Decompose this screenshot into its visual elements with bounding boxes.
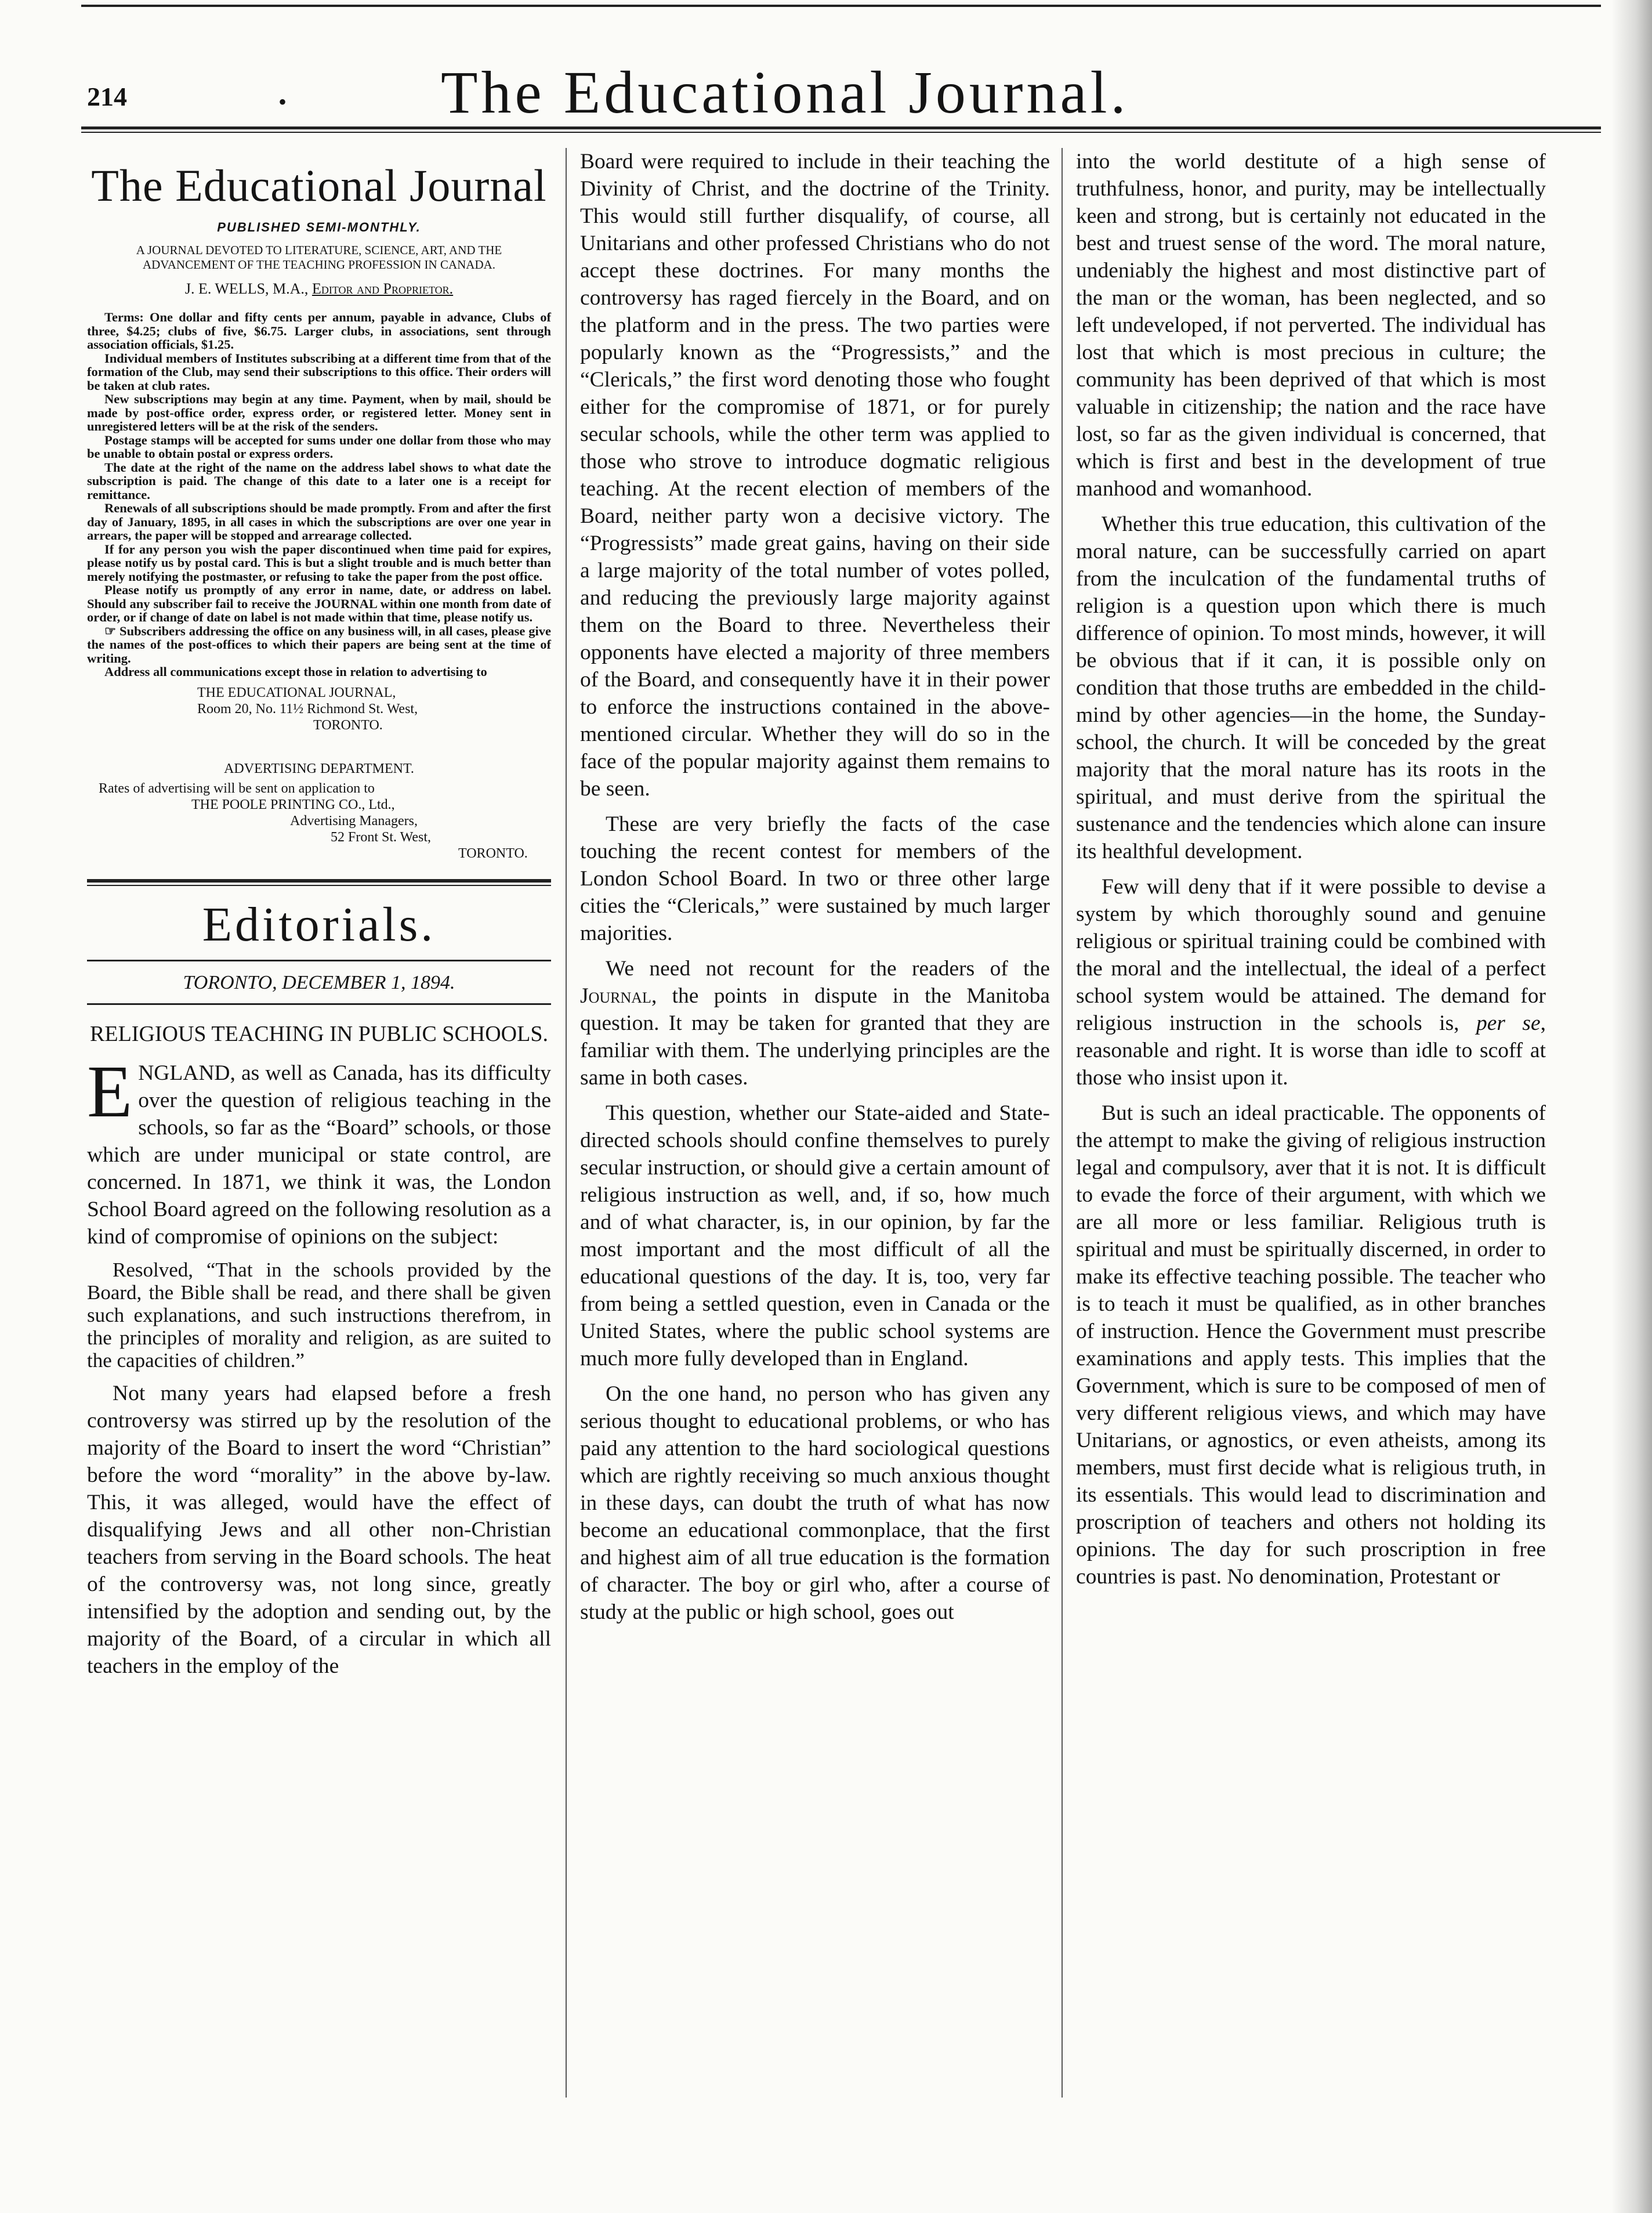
- article-paragraph: [87, 1050, 551, 1250]
- article-paragraph: But is such an ideal practicable. The opponents of the attempt to make the giving of religious instruction legal and compulsory, aver that it is not. It is difficult to evade the force of their argument, with which we are all more or less familiar. Religious truth is spiritual and must be spiritually discerned, in order to make its effective teaching possible. The teacher who is to teach it must be qualified, as in other branches of instruction. Hence the Government must prescribe examinations and apply tests. This implies that the Government, which is sure to be composed of men of very different religious views, and which may have Unitarians, or agnostics, or even atheists, among its members, must first decide what is religious truth, in its essentials. This would lead to discrimination and proscription of teachers and others not holding its opinions. The day for such proscription in free countries is past. No denomination, Protestant or: [1076, 1101, 1546, 1589]
- journal-title: The Educational Journal: [91, 160, 547, 211]
- address-line: THE EDUCATIONAL JOURNAL,: [197, 685, 396, 700]
- bullet-mark: •: [278, 89, 287, 115]
- dateline-rule: [87, 960, 551, 961]
- terms-paragraph: Terms: One dollar and fifty cents per annum, payable in advance, Clubs of three, $4.25; clubs of five, $6.75. Larger clubs, in associations, sent through association officials, $1.25.: [87, 310, 551, 352]
- terms-paragraph: Individual members of Institutes subscribing at a different time from that of the formation of the Club, may send their subscriptions to this office. Their orders will be taken at club rates.: [87, 350, 551, 393]
- advertising-line: Advertising Managers,: [290, 813, 418, 829]
- article-title: RELIGIOUS TEACHING IN PUBLIC SCHOOLS.: [90, 1021, 548, 1046]
- advertising-line: 52 Front St. West,: [331, 829, 431, 845]
- paragraph-text: , reasonable and right. It is worse than idle to scoff at those who insist upon it.: [1076, 1011, 1546, 1090]
- paragraph-text: NGLAND, as well as Canada, has its difficulty over the question of religious teaching in the schools, so far as the “Board” schools, or those which are under municipal or state control, are concerned. In 1871, we think it was, the London School Board agreed on the following resolution as a kind of compromise of opinions on the subject:: [87, 1061, 551, 1249]
- terms-paragraph: Address all communications except those in relation to advertising to: [104, 664, 487, 679]
- article-paragraph: Whether this true education, this cultivation of the moral nature, can be successfully carried on apart from the inculcation of the fundamental truths of religion is a question upon which there is much difference of opinion. To most minds, however, it will be obvious that if it can, it is possible only on condition that those truths are embedded in the child-mind by other agencies—in the home, the Sunday-school, the church. It will be conceded by the great majority that the moral nature has its roots in the spiritual, and must derive from the spiritual the sustenance and the tendencies which alone can insure its healthful development.: [1076, 512, 1546, 863]
- advertising-heading: ADVERTISING DEPARTMENT.: [224, 761, 414, 776]
- page-number: 214: [87, 82, 127, 111]
- advertising-line: TORONTO.: [458, 845, 528, 861]
- terms-paragraph: Postage stamps will be accepted for sums under one dollar from those who may be unable to obtain postal or express orders.: [87, 432, 551, 461]
- terms-paragraph: New subscriptions may begin at any time. Payment, when by mail, should be made by post-office order, express order, or registered letter. Money sent in unregistered letters will be at the risk of the senders.: [87, 392, 551, 433]
- article-body: [87, 1050, 551, 1680]
- article-paragraph: Not many years had elapsed before a fresh controversy was stirred up by the resolution of the majority of the Board to insert the word “Christian” before the word “morality” in the above by-law. This, it was alleged, would have the effect of disqualifying Jews and all other non-Christian teachers from serving in the Board schools. The heat of the controversy was, not long since, greatly intensified by the adoption and sending out, by the majority of the Board, of a circular in which all teachers in the employ of the: [87, 1381, 551, 1678]
- dateline: TORONTO, DECEMBER 1, 1894.: [183, 971, 455, 993]
- advertising-line: Rates of advertising will be sent on application to: [99, 780, 375, 796]
- page-edge-shadow: [1611, 0, 1652, 2213]
- italic-phrase: per se: [1476, 1011, 1541, 1035]
- paragraph-text: , the points in dispute in the Manitoba question. It may be taken for granted that they are familiar with them. The underlying principles are the same in both cases.: [580, 984, 1050, 1090]
- article-paragraph: into the world destitute of a high sense of truthfulness, honor, and purity, may be intellectually keen and strong, but is certainly not educated in the best and truest sense of the word. The moral nature, undeniably the highest and most distinctive part of the man or the woman, has been neglected, and so left undeveloped, if not perverted. The individual has lost that which is most precious in culture; the community has been deprived of that which is most valuable in citizenship; the nation and the race have lost, so far as the given individual is concerned, that which is first and best in the development of true manhood and womanhood.: [1076, 150, 1546, 501]
- resolution-quote: Resolved, “That in the schools provided by the Board, the Bible shall be read, and there shall be given such explanations, and such instructions therefrom, in the principles of morality and religion, as are suited to the capacities of children.”: [87, 1258, 551, 1372]
- right-column: [1076, 148, 1546, 1599]
- top-rule: [81, 5, 1601, 7]
- article-paragraph: On the one hand, no person who has given any serious thought to educational problems, or who has paid any attention to the hard sociological questions which are rightly receiving so much anxious thought in these days, can doubt the truth of what has now become an educational commonplace, that the first and highest aim of all true education is the formation of character. The boy or girl who, after a course of study at the public or high school, goes out: [580, 1382, 1050, 1624]
- journal-description: A JOURNAL DEVOTED TO LITERATURE, SCIENCE, ART, AND THE ADVANCEMENT OF THE TEACHING PROFESSION IN CANADA.: [136, 243, 502, 272]
- left-column: [87, 148, 551, 1688]
- article-paragraph: [1076, 873, 1546, 1091]
- address-line: Room 20, No. 11½ Richmond St. West,: [197, 701, 418, 717]
- terms-paragraph: The date at the right of the name on the address label shows to what date the subscription is paid. The change of this date to a later one is a receipt for remittance.: [87, 460, 551, 502]
- terms-paragraph: If for any person you wish the paper discontinued when time paid for expires, please notify us by postal card. This is but a slight trouble and is much better than merely notifying the postmaster, or refusing to take the paper from the post office.: [87, 541, 551, 584]
- running-head: [81, 58, 1601, 126]
- column-divider: [566, 148, 567, 2098]
- address-line: TORONTO.: [313, 717, 383, 733]
- article-paragraph: This question, whether our State-aided and State-directed schools should confine themselves to purely secular instruction, or should give a certain amount of religious instruction as well, and, if so, how much and of what character, is, in our opinion, by far the most important and the most difficult of all the educational questions of the day. It is, too, very far from being a settled question, even in Canada or the United States, where the public school systems are much more fully developed than in England.: [580, 1101, 1050, 1371]
- article-paragraph: Board were required to include in their teaching the Divinity of Christ, and the doctrine of the Trinity. This would still further disqualify, of course, all Unitarians and other professed Christians who do not accept these doctrines. For many months the controversy has raged fiercely in the Board, and on the platform and in the press. The two parties were popularly known as the “Progressists,” and the “Clericals,” the first word denoting those who fought either for the compromise of 1871, or for purely secular schools, while the other term was applied to those who strove to introduce dogmatic religious teaching. At the recent election of members of the Board, neither party won a decisive victory. The “Progressists” made great gains, having on their side a large majority of the total number of votes polled, and reducing the previously large majority against them on the Board to three. Nevertheless their opponents have elected a majority of three members of the Board, and consequently have it in their power to enforce the instructions contained in the above-mentioned circular. Whether they will do so in the face of the popular majority against them remains to be seen.: [580, 150, 1050, 801]
- advertising-info: [87, 780, 551, 862]
- editorials-heading: Editorials.: [202, 897, 436, 952]
- journal-name: Journal: [580, 984, 651, 1008]
- column-divider: [1062, 148, 1063, 2098]
- middle-column: [580, 148, 1050, 1634]
- journal-address: [197, 685, 551, 733]
- advertising-line: THE POOLE PRINTING CO., Ltd.,: [191, 797, 395, 812]
- drop-cap: E: [87, 1050, 133, 1133]
- article-paragraph: These are very briefly the facts of the case touching the recent contest for members of the London School Board. In two or three other large cities the “Clericals,” were sustained by much larger majorities.: [580, 812, 1050, 945]
- subscription-terms: [87, 310, 551, 679]
- header-rule-thin: [81, 132, 1601, 133]
- terms-paragraph: ☞ Subscribers addressing the office on any business will, in all cases, please give the names of the post-offices to which their papers are being sent at the time of writing.: [87, 623, 551, 666]
- article-body: [580, 148, 1050, 1626]
- editor-name: J. E. WELLS, M.A.,: [184, 280, 312, 297]
- terms-paragraph: Renewals of all subscriptions should be made promptly. From and after the first day of January, 1895, in all cases in which the subscriptions are over one year in arrears, the paper will be stopped and arrearage collected.: [87, 501, 551, 543]
- dateline-rule: [87, 1003, 551, 1005]
- section-rule: [87, 879, 551, 883]
- section-rule-thin: [87, 885, 551, 886]
- article-body: [1076, 148, 1546, 1590]
- paragraph-text: We need not recount for the readers of the: [606, 957, 1050, 981]
- published-semi-monthly: PUBLISHED SEMI-MONTHLY.: [217, 220, 421, 234]
- editor-line: [87, 280, 551, 298]
- editor-role: Editor and Proprietor.: [311, 280, 454, 297]
- header-rule: [81, 126, 1601, 129]
- masthead-title: The Educational Journal.: [441, 59, 1129, 126]
- article-paragraph: [580, 955, 1050, 1091]
- terms-paragraph: Please notify us promptly of any error in name, date, or address on label. Should any subscriber fail to receive the JOURNAL within one month from date of order, or if change of date on label is not made within that time, please notify us.: [87, 583, 551, 624]
- paragraph-text: Few will deny that if it were possible to devise a system by which thoroughly sound and genuine religious or spiritual training could be combined with the moral and the intellectual, the ideal of a perfect school system would be attained. The demand for religious instruction in the schools is,: [1076, 875, 1546, 1035]
